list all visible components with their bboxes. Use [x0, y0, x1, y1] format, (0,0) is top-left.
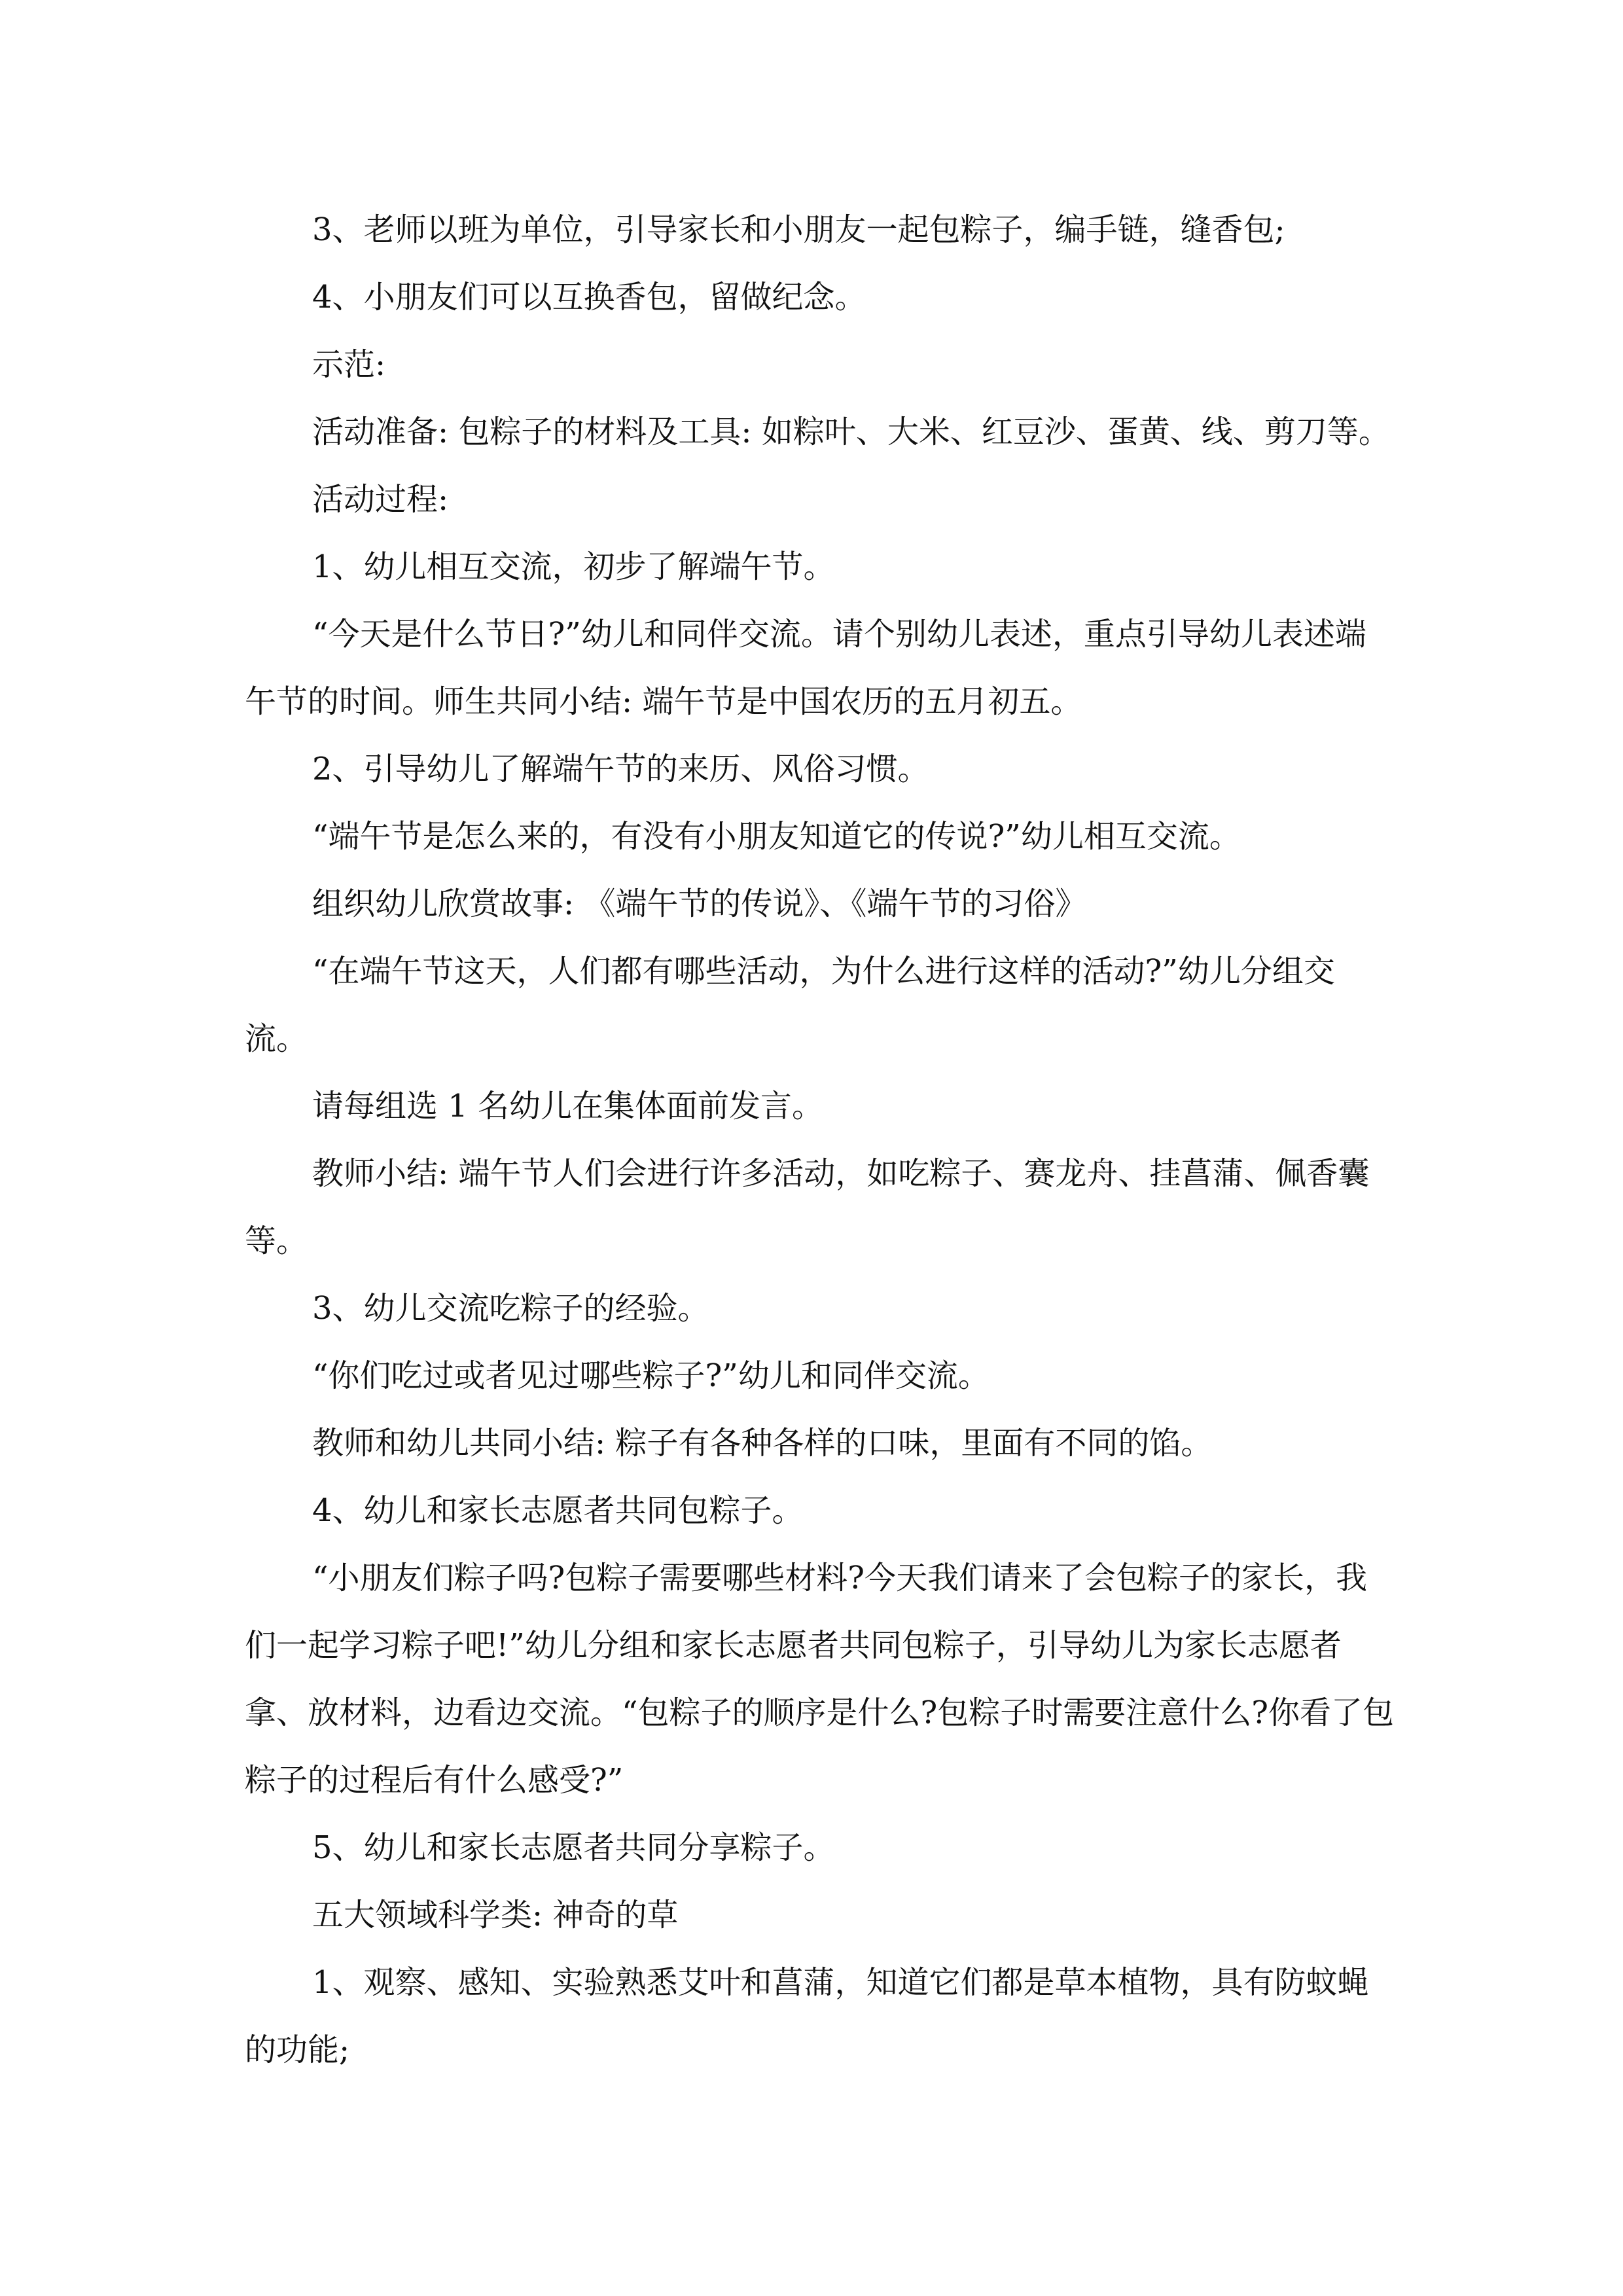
paragraph-section-heading: 五大领域科学类: 神奇的草 — [312, 1897, 679, 1933]
paragraph-step-1: 1、幼儿相互交流，初步了解端午节。 — [312, 548, 835, 585]
paragraph-step-2-question: “端午节是怎么来的，有没有小朋友知道它的传说?”幼儿相互交流。 — [312, 818, 1241, 855]
paragraph-heading-demo: 示范: — [312, 346, 386, 383]
paragraph-step-2: 2、引导幼儿了解端午节的来历、风俗习惯。 — [312, 751, 929, 787]
paragraph-step-3-question: “你们吃过或者见过哪些粽子?”幼儿和同伴交流。 — [312, 1357, 990, 1394]
paragraph-step-4: 4、幼儿和家长志愿者共同包粽子。 — [312, 1492, 804, 1529]
paragraph-step-1-detail: “今天是什么节日?”幼儿和同伴交流。请个别幼儿表述，重点引导幼儿表述端午节的时间。师生共同小结: 端午节是中国农历的五月初五。 — [245, 616, 1366, 720]
document-body — [245, 196, 1397, 2084]
paragraph-step-4-detail: “小朋友们粽子吗?包粽子需要哪些材料?今天我们请来了会包粽子的家长，我们一起学习粽子吧!”幼儿分组和家长志愿者共同包粽子，引导幼儿为家长志愿者拿、放材料，边看边交流。“包粽子的顺序是什么?包粽子时需要注意什么?你看了包粽子的过程后有什么感受?” — [245, 1560, 1395, 1799]
paragraph-section-item-1: 1、观察、感知、实验熟悉艾叶和菖蒲，知道它们都是草本植物，具有防蚊蝇的功能; — [245, 1964, 1369, 2068]
paragraph-step-2-speak: 请每组选 1 名幼儿在集体面前发言。 — [312, 1088, 824, 1124]
paragraph-step-3: 3、幼儿交流吃粽子的经验。 — [312, 1290, 709, 1327]
paragraph-step-3-summary: 教师和幼儿共同小结: 粽子有各种各样的口味，里面有不同的馅。 — [312, 1425, 1213, 1462]
paragraph-heading-process: 活动过程: — [312, 481, 449, 518]
paragraph-item-2: 4、小朋友们可以互换香包，留做纪念。 — [312, 279, 866, 315]
paragraph-item-1: 3、老师以班为单位，引导家长和小朋友一起包粽子，编手链，缝香包; — [312, 211, 1285, 248]
paragraph-step-2-activities: “在端午节这天，人们都有哪些活动，为什么进行这样的活动?”幼儿分组交流。 — [245, 953, 1335, 1057]
paragraph-preparation: 活动准备: 包粽子的材料及工具: 如粽叶、大米、红豆沙、蛋黄、线、剪刀等。 — [312, 414, 1390, 450]
paragraph-step-2-summary: 教师小结: 端午节人们会进行许多活动，如吃粽子、赛龙舟、挂菖蒲、佩香囊等。 — [245, 1155, 1370, 1259]
paragraph-step-5: 5、幼儿和家长志愿者共同分享粽子。 — [312, 1829, 835, 1866]
paragraph-step-2-story: 组织幼儿欣赏故事: 《端午节的传说》、《端午节的习俗》 — [312, 886, 1087, 922]
